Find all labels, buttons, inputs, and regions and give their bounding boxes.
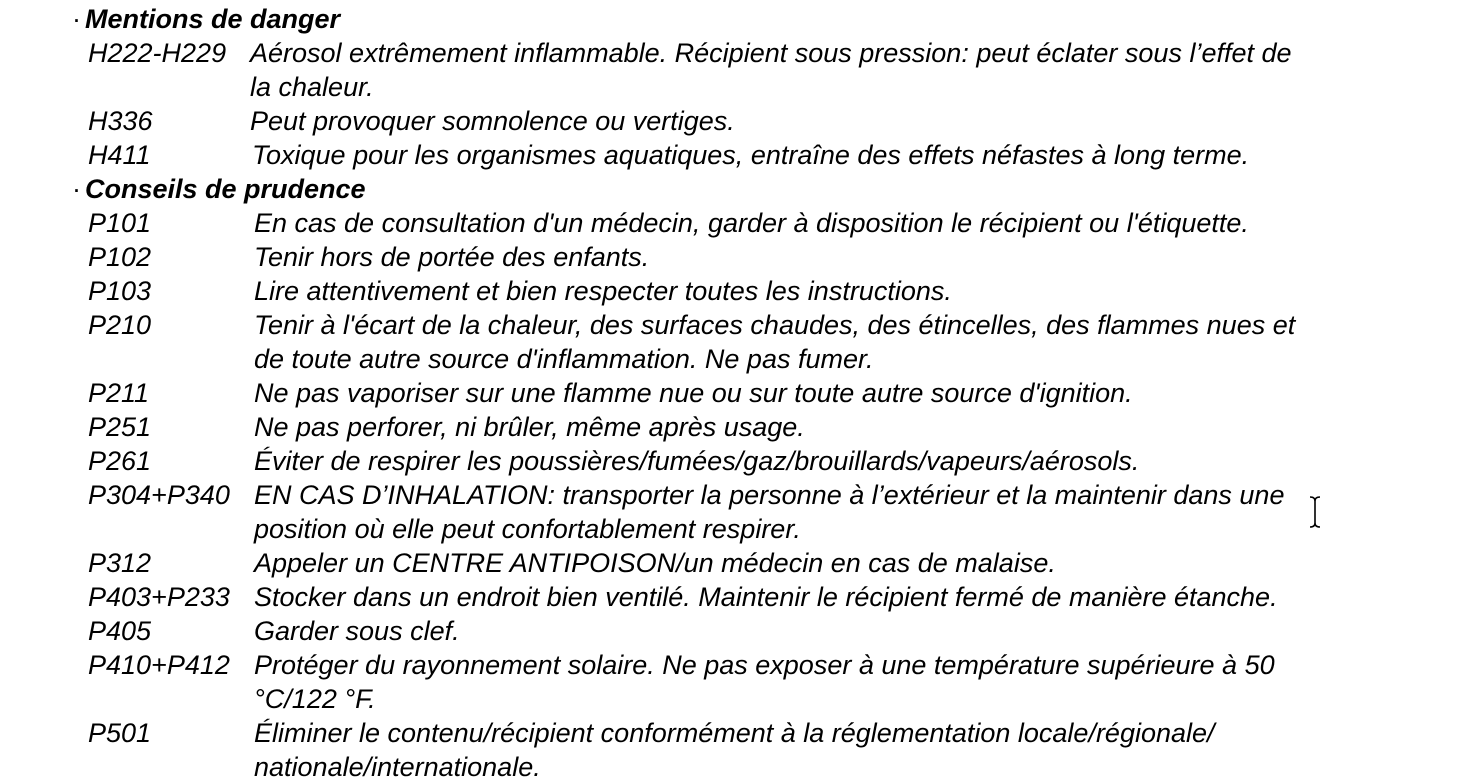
statement-row xyxy=(88,274,1440,308)
statement-text xyxy=(250,36,1440,104)
statement-text xyxy=(250,104,1440,138)
statement-line: Ne pas vaporiser sur une flamme nue ou sur toute autre source d'ignition. xyxy=(254,378,1133,408)
statement-row xyxy=(88,240,1440,274)
statement-line: de toute autre source d'inflammation. Ne pas fumer. xyxy=(254,344,874,374)
statement-text xyxy=(254,308,1440,376)
statement-row xyxy=(88,206,1440,240)
statement-code: P103 xyxy=(88,276,152,306)
statement-line: Protéger du rayonnement solaire. Ne pas exposer à une température supérieure à 50 xyxy=(254,650,1275,680)
statement-text xyxy=(254,716,1440,784)
section-title: Conseils de prudence xyxy=(85,174,366,204)
statement-row xyxy=(88,104,1440,138)
statement-line: En cas de consultation d'un médecin, garder à disposition le récipient ou l'étiquette. xyxy=(254,208,1249,238)
statement-row xyxy=(88,36,1440,104)
statement-line: Garder sous clef. xyxy=(254,616,460,646)
section-heading-mentions-de-danger xyxy=(72,2,340,36)
statement-line: Stocker dans un endroit bien ventilé. Maintenir le récipient fermé de manière étanche. xyxy=(254,582,1278,612)
statement-code: P251 xyxy=(88,412,152,442)
statement-code: P410+P412 xyxy=(88,650,230,680)
statement-line: Appeler un CENTRE ANTIPOISON/un médecin en cas de malaise. xyxy=(254,548,1056,578)
statement-line: nationale/internationale. xyxy=(254,752,541,782)
statement-row xyxy=(88,546,1440,580)
statement-code: P261 xyxy=(88,446,152,476)
statement-row xyxy=(88,614,1440,648)
statement-line: Peut provoquer somnolence ou vertiges. xyxy=(250,106,735,136)
statement-code: P312 xyxy=(88,548,152,578)
statement-text xyxy=(254,444,1440,478)
text-cursor-icon xyxy=(1308,496,1322,528)
statement-row xyxy=(88,138,1440,172)
statement-text xyxy=(254,274,1440,308)
statement-text xyxy=(254,240,1440,274)
statement-code: P102 xyxy=(88,242,152,272)
statement-line: Ne pas perforer, ni brûler, même après usage. xyxy=(254,412,805,442)
statement-code: P304+P340 xyxy=(88,480,230,510)
statement-code: P501 xyxy=(88,718,152,748)
statement-line: Aérosol extrêmement inflammable. Récipient sous pression: peut éclater sous l’effet de xyxy=(250,38,1292,68)
statement-text xyxy=(254,546,1440,580)
statement-text xyxy=(254,410,1440,444)
statement-text xyxy=(254,376,1440,410)
statement-line: Tenir à l'écart de la chaleur, des surfaces chaudes, des étincelles, des flammes nues et xyxy=(254,310,1296,340)
statement-line: position où elle peut confortablement respirer. xyxy=(254,514,801,544)
statement-code: P403+P233 xyxy=(88,582,230,612)
statement-line: Toxique pour les organismes aquatiques, entraîne des effets néfastes à long terme. xyxy=(252,140,1250,170)
statement-code: P101 xyxy=(88,208,152,238)
statement-row xyxy=(88,648,1440,716)
statement-line: °C/122 °F. xyxy=(254,684,376,714)
statement-text xyxy=(254,206,1440,240)
statement-text xyxy=(252,138,1440,172)
statement-text xyxy=(254,580,1440,614)
statement-line: Éviter de respirer les poussières/fumées/gaz/brouillards/vapeurs/aérosols. xyxy=(254,446,1140,476)
section-heading-conseils-de-prudence xyxy=(72,172,366,206)
statement-line: la chaleur. xyxy=(250,72,374,102)
statement-row xyxy=(88,716,1440,784)
statement-code: H222-H229 xyxy=(88,38,227,68)
statement-code: P210 xyxy=(88,310,152,340)
statement-text xyxy=(254,478,1440,546)
statement-code: P211 xyxy=(88,378,150,408)
statement-row xyxy=(88,478,1440,546)
statement-row xyxy=(88,410,1440,444)
statement-code: H336 xyxy=(88,106,153,136)
statement-row xyxy=(88,444,1440,478)
statement-line: Tenir hors de portée des enfants. xyxy=(254,242,650,272)
statement-row xyxy=(88,580,1440,614)
section-bullet: · xyxy=(72,4,81,34)
section-title: Mentions de danger xyxy=(85,4,341,34)
statement-text xyxy=(254,614,1440,648)
statement-line: EN CAS D’INHALATION: transporter la personne à l’extérieur et la maintenir dans une xyxy=(254,480,1285,510)
statement-row xyxy=(88,308,1440,376)
statement-line: Lire attentivement et bien respecter toutes les instructions. xyxy=(254,276,952,306)
statement-line: Éliminer le contenu/récipient conformément à la réglementation locale/régionale/ xyxy=(254,718,1215,748)
statement-code: H411 xyxy=(88,140,151,170)
statement-code: P405 xyxy=(88,616,152,646)
statement-text xyxy=(254,648,1440,716)
section-bullet: · xyxy=(72,174,81,204)
statement-row xyxy=(88,376,1440,410)
